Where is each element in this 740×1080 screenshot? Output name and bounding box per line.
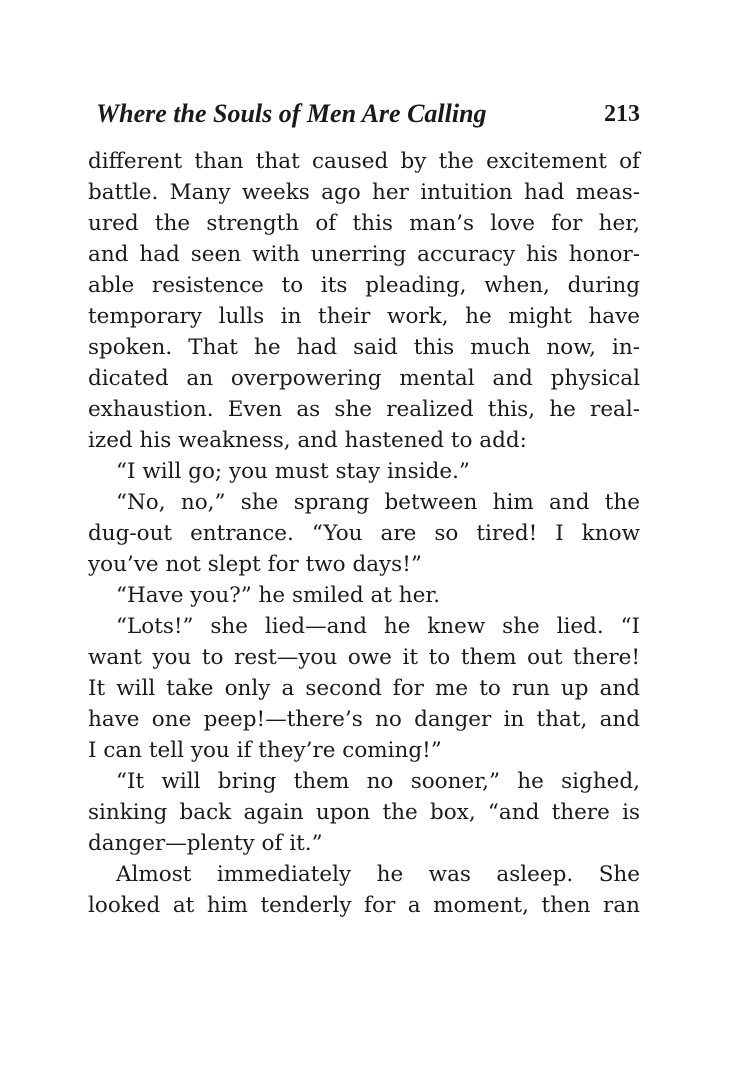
text-line: ized his weakness, and hastened to add: bbox=[88, 428, 527, 453]
text-line: want you to rest—you owe it to them out there! bbox=[88, 645, 640, 670]
running-title: Where the Souls of Men Are Calling bbox=[96, 99, 487, 128]
text-line: battle. Many weeks ago her intuition had meas- bbox=[88, 180, 640, 205]
text-line: It will take only a second for me to run up and bbox=[88, 676, 640, 701]
text-line: ured the strength of this man’s love for her, bbox=[88, 211, 640, 236]
text-line: different than that caused by the excitement of bbox=[88, 149, 640, 174]
text-line: temporary lulls in their work, he might have bbox=[88, 304, 640, 329]
text-line: sinking back again upon the box, “and there is bbox=[88, 800, 640, 825]
text-line: Almost immediately he was asleep. She bbox=[116, 862, 640, 887]
text-line: “Lots!” she lied—and he knew she lied. “I bbox=[116, 614, 640, 639]
text-line: dicated an overpowering mental and physical bbox=[88, 366, 640, 391]
text-line: I can tell you if they’re coming!” bbox=[88, 738, 442, 763]
text-line: “No, no,” she sprang between him and the bbox=[116, 490, 640, 515]
text-line: able resistence to its pleading, when, during bbox=[88, 273, 640, 298]
text-line: looked at him tenderly for a moment, then ran bbox=[88, 893, 640, 918]
text-line: you’ve not slept for two days!” bbox=[88, 552, 422, 577]
text-line: exhaustion. Even as she realized this, he real- bbox=[88, 397, 640, 422]
running-head bbox=[88, 96, 640, 132]
page-number: 213 bbox=[604, 101, 640, 127]
text-line: danger—plenty of it.” bbox=[88, 831, 323, 856]
body-text bbox=[88, 146, 640, 921]
text-line: “Have you?” he smiled at her. bbox=[116, 583, 441, 608]
text-line: “I will go; you must stay inside.” bbox=[116, 459, 470, 484]
text-line: “It will bring them no sooner,” he sighed, bbox=[116, 769, 640, 794]
text-line: dug-out entrance. “You are so tired! I know bbox=[88, 521, 640, 546]
text-line: spoken. That he had said this much now, in- bbox=[88, 335, 640, 360]
text-line: have one peep!—there’s no danger in that, and bbox=[88, 707, 640, 732]
text-line: and had seen with unerring accuracy his honor- bbox=[88, 242, 640, 267]
